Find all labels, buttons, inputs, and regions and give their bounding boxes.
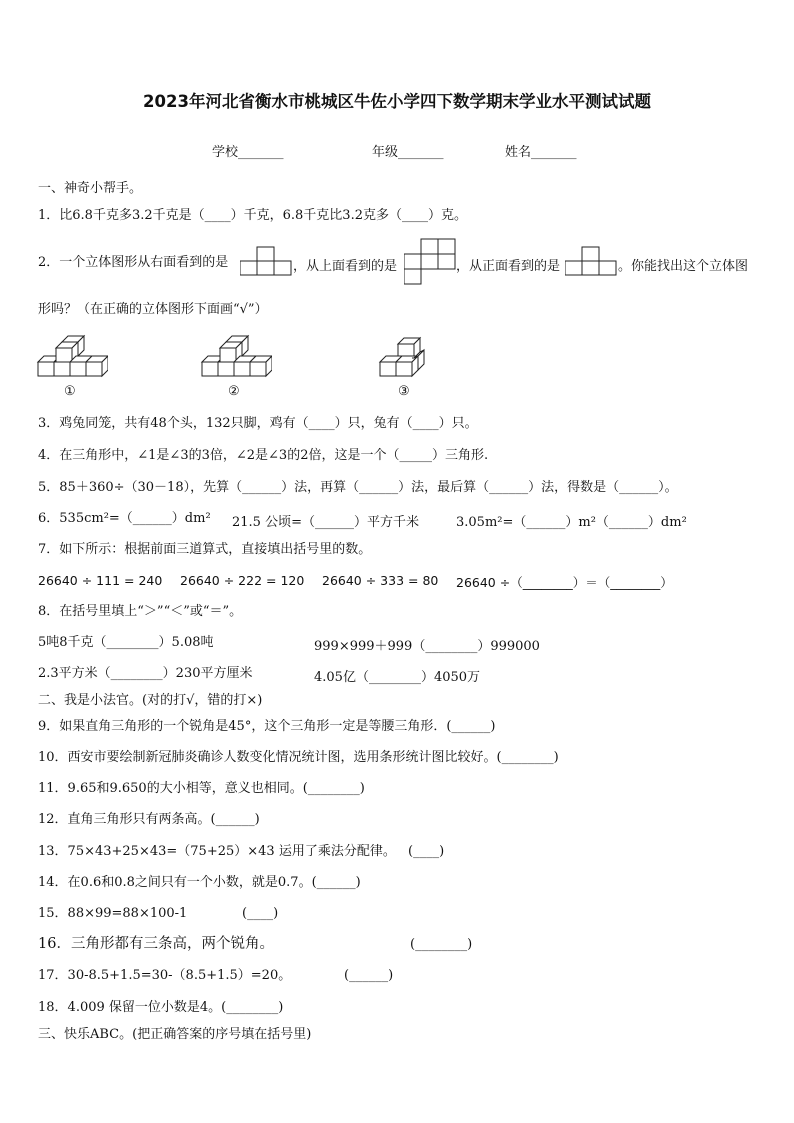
- question-7-eq4: 26640 ÷（________）＝（________）: [456, 575, 673, 590]
- section3-heading: 三、快乐ABC。(把正确答案的序号填在括号里): [38, 1027, 312, 1042]
- question-3: 3．鸡兔同笼，共有48个头，132只脚，鸡有（____）只，兔有（____）只。: [38, 416, 478, 431]
- top-view-figure: [404, 238, 456, 286]
- question-8: 8．在括号里填上“＞”“＜”或“＝”。: [38, 604, 243, 619]
- question-7-eq3: 26640 ÷ 333 = 80: [322, 573, 439, 588]
- question-18: 18．4.009 保留一位小数是4。(________): [38, 1000, 284, 1015]
- figure-2-label: ②: [228, 384, 240, 399]
- front-view-figure: [565, 246, 617, 276]
- question-7-eq2: 26640 ÷ 222 = 120: [180, 573, 305, 588]
- question-11: 11．9.65和9.650的大小相等，意义也相同。(________): [38, 781, 365, 796]
- question-6a: 6．535cm²=（______）dm²: [38, 511, 211, 526]
- question-2-text-a: 2．一个立体图形从右面看到的是: [38, 255, 229, 270]
- grade-field: 年级_______: [372, 145, 444, 160]
- figure-1-label: ①: [64, 384, 76, 399]
- question-7-eq1: 26640 ÷ 111 = 240: [38, 573, 163, 588]
- name-field: 姓名_______: [505, 145, 577, 160]
- question-8c: 2.3平方米（________）230平方厘米: [38, 666, 253, 681]
- section1-heading: 一、神奇小帮手。: [38, 181, 143, 196]
- question-17-blank: (______): [344, 968, 394, 983]
- school-field: 学校_______: [212, 145, 284, 160]
- question-1: 1．比6.8千克多3.2千克是（____）千克，6.8千克比3.2克多（____）克。: [38, 208, 467, 223]
- question-15-blank: (____): [242, 906, 279, 921]
- question-17: 17．30-8.5+1.5=30-（8.5+1.5）=20。: [38, 968, 292, 983]
- question-8b: 999×999＋999（________）999000: [314, 639, 540, 654]
- question-6b: 21.5 公顷=（______）平方千米: [232, 515, 419, 530]
- section2-heading: 二、我是小法官。(对的打√，错的打×): [38, 693, 263, 708]
- figure-3-cubes: [378, 330, 428, 380]
- question-7: 7．如下所示：根据前面三道算式，直接填出括号里的数。: [38, 542, 372, 557]
- question-12: 12．直角三角形只有两条高。(______): [38, 812, 260, 827]
- question-10: 10．西安市要绘制新冠肺炎确诊人数变化情况统计图，选用条形统计图比较好。(________): [38, 750, 559, 765]
- question-6c: 3.05m²=（______）m²（______）dm²: [456, 515, 687, 530]
- question-9: 9．如果直角三角形的一个锐角是45°，这个三角形一定是等腰三角形．(______): [38, 719, 496, 734]
- page-title: 2023年河北省衡水市桃城区牛佐小学四下数学期末学业水平测试试题: [143, 92, 651, 111]
- figure-1-cubes: [36, 330, 108, 380]
- question-2-text-e: 形吗？（在正确的立体图形下面画“√”）: [38, 302, 268, 317]
- question-13-blank: (____): [408, 844, 445, 859]
- question-8a: 5吨8千克（________）5.08吨: [38, 635, 214, 650]
- question-2-text-b: ，从上面看到的是: [293, 259, 398, 274]
- right-view-figure: [240, 246, 292, 276]
- question-2-text-c: ，从正面看到的是: [456, 259, 561, 274]
- question-16-blank: (________): [410, 937, 473, 952]
- question-2-text-d: 。你能找出这个立体图: [618, 259, 749, 274]
- question-16: 16．三角形都有三条高，两个锐角。: [38, 936, 274, 952]
- question-14: 14．在0.6和0.8之间只有一个小数，就是0.7。(______): [38, 875, 361, 890]
- question-8d: 4.05亿（________）4050万: [314, 670, 481, 685]
- question-15: 15．88×99=88×100-1: [38, 906, 188, 921]
- question-5: 5．85＋360÷（30－18），先算（______）法，再算（______）法，最后算（______）法，得数是（______）。: [38, 480, 678, 495]
- question-4: 4．在三角形中，∠1是∠3的3倍，∠2是∠3的2倍，这是一个（_____）三角形.: [38, 448, 489, 463]
- figure-3-label: ③: [398, 384, 410, 399]
- question-13: 13．75×43+25×43=（75+25）×43 运用了乘法分配律。: [38, 844, 396, 859]
- figure-2-cubes: [200, 330, 272, 380]
